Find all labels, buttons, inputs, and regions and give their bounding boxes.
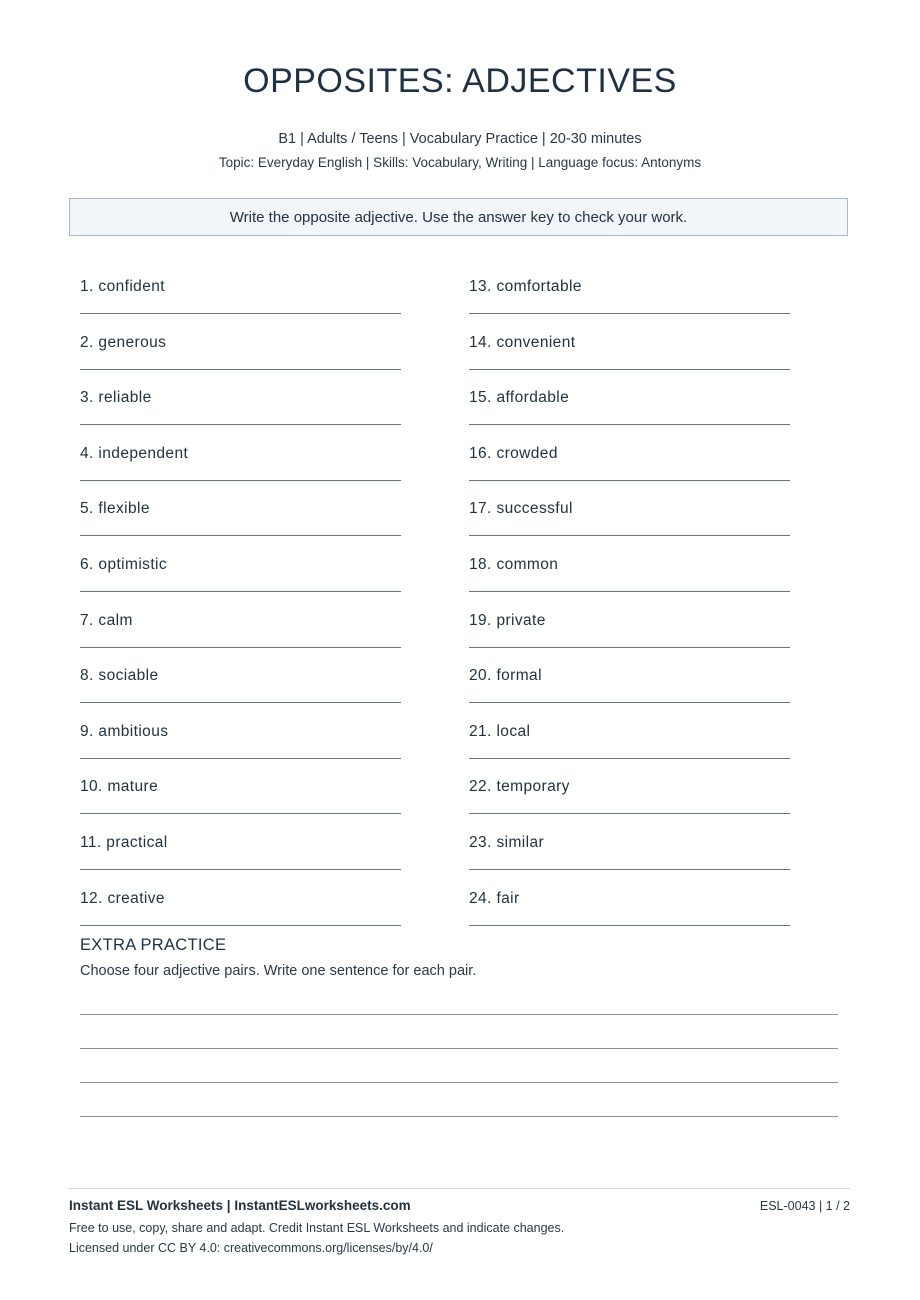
answer-line[interactable] xyxy=(469,647,790,648)
exercise-word: 1. confident xyxy=(80,278,165,295)
answer-line[interactable] xyxy=(80,313,401,314)
exercise-word: 18. common xyxy=(469,556,559,573)
answer-line[interactable] xyxy=(80,535,401,536)
exercise-item xyxy=(469,599,791,655)
answer-line[interactable] xyxy=(469,702,790,703)
writing-line xyxy=(80,1048,838,1049)
answer-line[interactable] xyxy=(469,313,790,314)
exercise-word: 12. creative xyxy=(80,889,165,907)
answer-line[interactable] xyxy=(80,813,401,814)
exercise-item xyxy=(469,265,791,321)
exercise-item xyxy=(469,321,791,377)
exercise-word: 11. practical xyxy=(80,834,168,851)
writing-line xyxy=(80,1116,838,1117)
exercise-item xyxy=(469,543,791,599)
exercise-item xyxy=(80,821,402,877)
footer-license-note: Free to use, copy, share and adapt. Credit Instant ESL Worksheets and indicate changes. xyxy=(69,1221,565,1235)
answer-line[interactable] xyxy=(80,869,401,870)
answer-line[interactable] xyxy=(469,369,790,370)
exercise-item xyxy=(80,432,402,488)
exercise-word: 21. local xyxy=(469,722,531,740)
exercise-item xyxy=(80,765,402,821)
exercise-word: 15. affordable xyxy=(469,389,570,407)
exercise-word: 10. mature xyxy=(80,778,159,796)
answer-line[interactable] xyxy=(80,758,401,759)
exercise-word: 24. fair xyxy=(469,889,520,907)
exercise-item xyxy=(469,765,791,821)
exercise-word: 23. similar xyxy=(469,834,545,851)
answer-line[interactable] xyxy=(469,535,790,536)
exercise-word: 19. private xyxy=(469,611,546,629)
extra-practice-heading: EXTRA PRACTICE xyxy=(80,936,227,954)
exercise-item xyxy=(80,599,402,655)
instruction-box: Write the opposite adjective. Use the answer key to check your work. xyxy=(69,198,848,236)
exercise-word: 2. generous xyxy=(80,333,167,351)
answer-line[interactable] xyxy=(80,702,401,703)
exercise-word: 13. comfortable xyxy=(469,278,582,295)
footer-divider xyxy=(69,1188,850,1189)
footer-license-link: Licensed under CC BY 4.0: creativecommons.org/licenses/by/4.0/ xyxy=(69,1241,433,1255)
writing-line xyxy=(80,1082,838,1083)
exercise-word: 16. crowded xyxy=(469,444,558,462)
exercise-item xyxy=(80,376,402,432)
answer-line[interactable] xyxy=(80,591,401,592)
exercise-word: 20. formal xyxy=(469,667,542,685)
answer-line[interactable] xyxy=(469,925,790,926)
exercise-word: 8. sociable xyxy=(80,667,159,685)
exercise-item xyxy=(469,654,791,710)
exercise-item xyxy=(80,487,402,543)
topic-info: Topic: Everyday English | Skills: Vocabulary, Writing | Language focus: Antonyms xyxy=(218,155,702,170)
page-title: OPPOSITES: ADJECTIVES xyxy=(243,62,677,100)
exercise-word: 5. flexible xyxy=(80,500,150,518)
extra-practice-instruction: Choose four adjective pairs. Write one sentence for each pair. xyxy=(80,963,477,979)
exercise-item xyxy=(469,821,791,877)
answer-line[interactable] xyxy=(80,424,401,425)
answer-line[interactable] xyxy=(80,369,401,370)
answer-line[interactable] xyxy=(469,424,790,425)
exercise-item xyxy=(469,487,791,543)
exercise-word: 3. reliable xyxy=(80,389,152,407)
exercise-item xyxy=(469,877,791,933)
exercise-item xyxy=(80,877,402,933)
level-info: B1 | Adults / Teens | Vocabulary Practice | 20-30 minutes xyxy=(278,131,642,147)
exercise-word: 7. calm xyxy=(80,611,133,629)
exercise-word: 4. independent xyxy=(80,444,189,462)
answer-line[interactable] xyxy=(80,647,401,648)
exercise-word: 17. successful xyxy=(469,500,573,518)
answer-line[interactable] xyxy=(469,480,790,481)
answer-line[interactable] xyxy=(469,758,790,759)
exercise-item xyxy=(469,376,791,432)
answer-line[interactable] xyxy=(469,591,790,592)
writing-line xyxy=(80,1014,838,1015)
exercise-item xyxy=(469,710,791,766)
exercise-item xyxy=(80,265,402,321)
exercise-word: 22. temporary xyxy=(469,778,570,796)
exercise-item xyxy=(80,654,402,710)
footer-page-code: ESL-0043 | 1 / 2 xyxy=(759,1199,850,1213)
exercise-item xyxy=(80,321,402,377)
exercise-word: 14. convenient xyxy=(469,333,576,351)
footer-brand: Instant ESL Worksheets | InstantESLworksheets.com xyxy=(69,1198,411,1213)
exercise-word: 9. ambitious xyxy=(80,722,169,740)
exercise-item xyxy=(80,710,402,766)
exercise-item xyxy=(469,432,791,488)
answer-line[interactable] xyxy=(469,813,790,814)
exercise-item xyxy=(80,543,402,599)
answer-line[interactable] xyxy=(469,869,790,870)
exercise-word: 6. optimistic xyxy=(80,556,168,573)
answer-line[interactable] xyxy=(80,480,401,481)
answer-line[interactable] xyxy=(80,925,401,926)
